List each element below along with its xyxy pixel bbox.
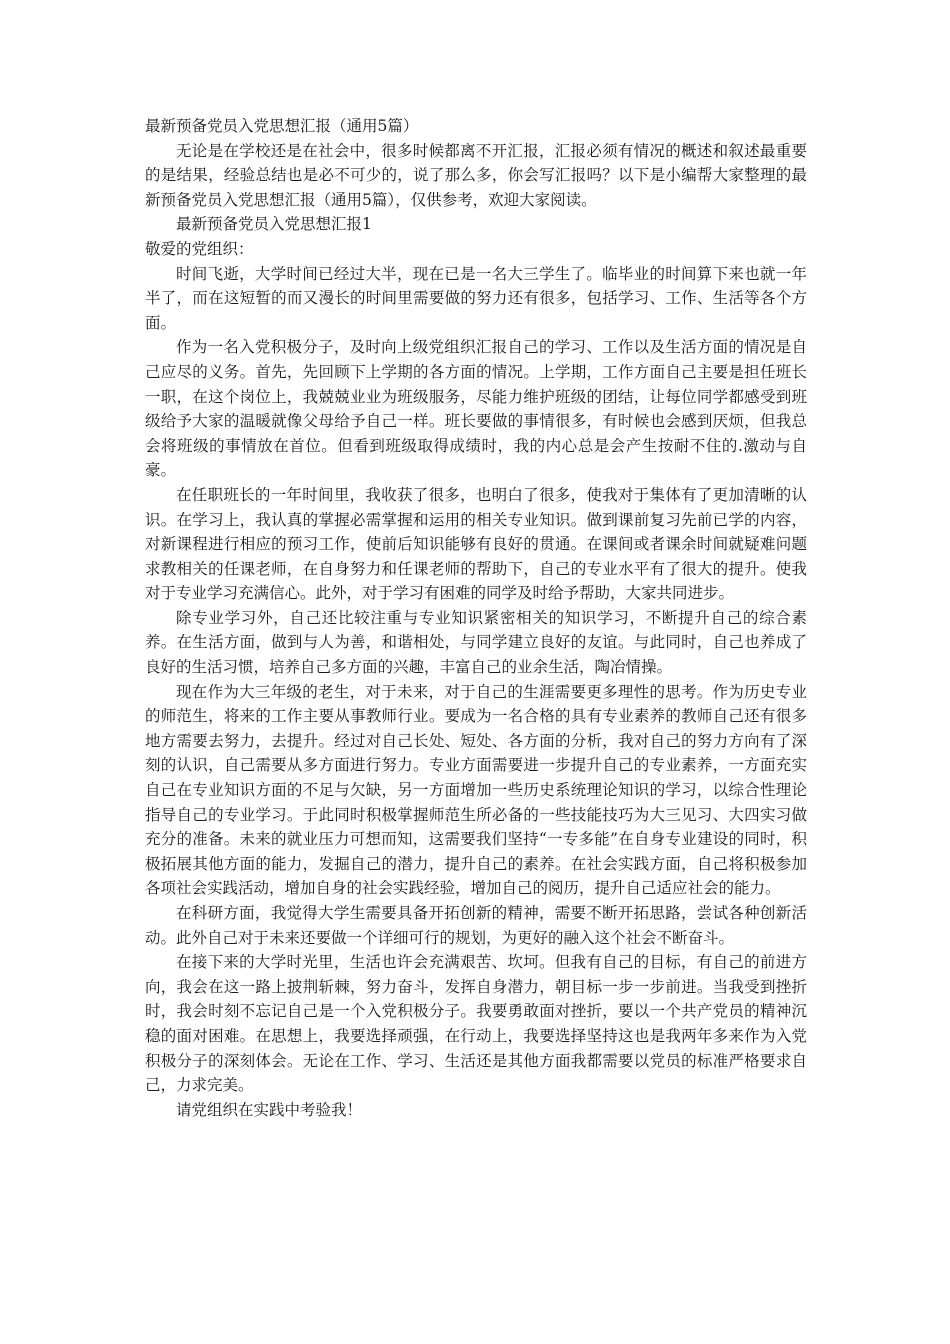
body-paragraph: 现在作为大三年级的老生，对于未来，对于自己的生涯需要更多理性的思考。作为历史专业的师范生，将来的工作主要从事教师行业。要成为一名合格的具有专业素养的教师自己还有很多地方需要去努力，去提升。经过对自己长处、短处、各方面的分析，我对自己的努力方向有了深刻的认识，自己需要从多方面进行努力。专业方面需要进一步提升自己的专业素养，一方面充实自己在专业知识方面的不足与欠缺，另一方面增加一些历史系统理论知识的学习，以综合性理论指导自己的专业学习。于此同时积极掌握师范生所必备的一些技能技巧为大三见习、大四实习做充分的准备。未来的就业压力可想而知，这需要我们坚持“一专多能”在自身专业建设的同时，积极拓展其他方面的能力，发掘自己的潜力，提升自己的素养。在社会实践方面，自己将积极参加各项社会实践活动，增加自身的社会实践经验，增加自己的阅历，提升自己适应社会的能力。 (145, 682, 807, 898)
body-paragraph: 除专业学习外，自己还比较注重与专业知识紧密相关的知识学习，不断提升自己的综合素养。在生活方面，做到与人为善，和谐相处，与同学建立良好的友谊。与此同时，自己也养成了良好的生活习惯，培养自己多方面的兴趣，丰富自己的业余生活，陶冶情操。 (145, 608, 807, 677)
salutation: 敬爱的党组织： (145, 239, 254, 258)
body-paragraph: 作为一名入党积极分子，及时向上级党组织汇报自己的学习、工作以及生活方面的情况是自己应尽的义务。首先，先回顾下上学期的各方面的情况。上学期，工作方面自己主要是担任班长一职，在这个岗位上，我兢兢业业为班级服务，尽能力维护班级的团结，让每位同学都感受到班级给予大家的温暖就像父母给予自己一样。班长要做的事情很多，有时候也会感到厌烦，但我总会将班级的事情放在首位。但看到班级取得成绩时，我的内心总是会产生按耐不住的.激动与自豪。 (145, 338, 807, 480)
body-paragraph: 时间飞逝，大学时间已经过大半，现在已是一名大三学生了。临毕业的时间算下来也就一年半了，而在这短暂的而又漫长的时间里需要做的努力还有很多，包括学习、工作、生活等各个方面。 (145, 264, 807, 332)
closing-line: 请党组织在实践中考验我！ (176, 1100, 363, 1119)
document-title: 最新预备党员入党思想汇报（通用5篇） (145, 117, 419, 135)
section-heading: 最新预备党员入党思想汇报1 (176, 215, 372, 234)
intro-paragraph: 无论是在学校还是在社会中，很多时候都离不开汇报，汇报必须有情况的概述和叙述最重要的是结果，经验总结也是必不可少的，说了那么多，你会写汇报吗？以下是小编帮大家整理的最新预备党员入党思想汇报（通用5篇），仅供参考，欢迎大家阅读。 (145, 141, 807, 209)
document-page (145, 114, 807, 1122)
body-paragraph: 在科研方面，我觉得大学生需要具备开拓创新的精神，需要不断开拓思路，尝试各种创新活动。此外自己对于未来还要做一个详细可行的规划，为更好的融入这个社会不断奋斗。 (145, 904, 807, 947)
body-paragraph: 在接下来的大学时光里，生活也许会充满艰苦、坎坷。但我有自己的目标，有自己的前进方向，我会在这一路上披荆斩棘，努力奋斗，发挥自身潜力，朝目标一步一步前进。当我受到挫折时，我会时刻不忘记自己是一个入党积极分子。我要勇敢面对挫折，要以一个共产党员的精神沉稳的面对困难。在思想上，我要选择顽强，在行动上，我要选择坚持这也是我两年多来作为入党积极分子的深刻体会。无论在工作、学习、生活还是其他方面我都需要以党员的标准严格要求自己，力求完美。 (145, 953, 807, 1095)
body-paragraph: 在任职班长的一年时间里，我收获了很多，也明白了很多，使我对于集体有了更加清晰的认识。在学习上，我认真的掌握必需掌握和运用的相关专业知识。做到课前复习先前已学的内容，对新课程进行相应的预习工作，使前后知识能够有良好的贯通。在课间或者课余时间就疑难问题求教相关的任课老师，在自身努力和任课老师的帮助下，自己的专业水平有了很大的提升。使我对于专业学习充满信心。此外，对于学习有困难的同学及时给予帮助，大家共同进步。 (145, 485, 807, 603)
